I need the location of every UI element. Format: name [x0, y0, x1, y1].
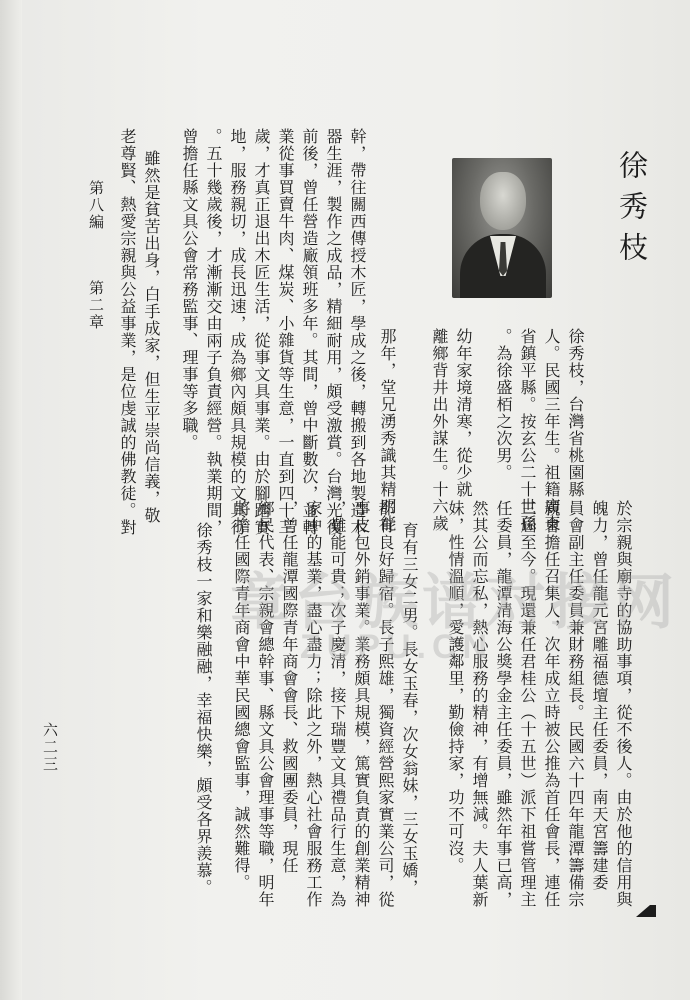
lower-column: 家中的基業，盡心盡力；除此之外，熱心社會服務工作 — [304, 500, 323, 908]
lower-column: 任委員，龍潭清海公獎學金主任委員，雖然年事已高， — [494, 500, 513, 908]
upper-column: 雖然是貧苦出身，白手成家，但生平崇尚信義，敬 — [142, 150, 161, 524]
upper-column: 離鄉背井出外謀生。十六歲 — [430, 328, 449, 532]
lower-column: 員會副主任委員兼財務組長。民國六十四年龍潭籌備宗 — [566, 500, 585, 908]
upper-column: 老尊賢、熱愛宗親與公益事業，是位虔誠的佛教徒。對 — [118, 128, 137, 536]
lower-column: 然其公而忘私，熱心服務的精神，有增無減。夫人葉新 — [470, 500, 489, 908]
lower-column: 於宗親與廟寺的協助事項，從不後人。由於他的信用與 — [614, 500, 633, 908]
lower-column: 徐秀枝一家和樂融融，幸福快樂，頗受各界羨慕。 — [194, 522, 213, 896]
upper-column: 那年，堂兄湧秀識其精明能 — [378, 328, 397, 532]
page-number: 六二三 — [41, 722, 59, 773]
lower-column: 妹，性情溫順，愛護鄰里，勤儉持家，功不可沒。 — [446, 500, 465, 874]
lower-column: ，曾任龍潭國際青年商會會長、救國團委員，現任 — [280, 500, 299, 874]
chapter-part: 第八編 — [87, 180, 105, 231]
page-title: 徐秀枝 — [615, 150, 649, 273]
lower-column: 三屆至今。現還兼任君桂公（十五世）派下祖嘗管理主 — [518, 500, 537, 908]
lower-column: 都有良好歸宿。長子熙雄，獨資經營熙家實業公司，從 — [376, 500, 395, 908]
lower-column: 事皮包外銷事業。業務頗具規模，篤實負責的創業精神 — [352, 500, 371, 908]
watermark-text: 章台族谱对接网 — [230, 569, 678, 636]
lower-column: 鄉民代表、宗親會總幹事、縣文具公會理事等職，明年 — [256, 500, 275, 908]
upper-column: 曾擔任縣文具公會常務監事、理事等多職。 — [180, 128, 199, 451]
upper-column: 幼年家境清寒，從少就 — [454, 328, 473, 498]
upper-column: 徐秀枝，台灣省桃園縣 — [566, 328, 585, 498]
corner-mark — [636, 905, 656, 917]
lower-column: 親會擔任召集人，次年成立時被公推為首任會長，連任 — [542, 500, 561, 908]
upper-column: 。為徐盛栢之次男。 — [494, 328, 513, 481]
upper-column: 。五十幾歲後，才漸漸交由兩子負責經營。執業期間， — [204, 128, 223, 536]
upper-column: 幹，帶往關西傳授木匠，學成之後，轉搬到各地製造木 — [348, 128, 367, 536]
portrait-head — [480, 172, 526, 230]
lower-column: ，難能可貴；次子慶清，接下瑞豐文具禮品行生意，為 — [328, 500, 347, 908]
lower-column: 將擔任國際青年商會中華民國總會監事，誠然難得。 — [232, 500, 251, 891]
upper-column: 器生涯，製作之成品，精細耐用，頗受激賞。台灣光復 — [324, 128, 343, 536]
lower-column: 魄力，曾任龍元宮雕福德壇主任委員，南天宮籌建委 — [590, 500, 609, 891]
upper-column: 地，服務親切，成長迅速，成為鄉內頗具規模的文具行 — [228, 128, 247, 536]
upper-column: 前後，曾任營造廠領班多年。其間，曾中斷數次，並轉 — [300, 128, 319, 536]
upper-column: 歲，才真正退出木匠生活，從事文具事業。由於腳踏實 — [252, 128, 271, 536]
chapter-section: 第二章 — [87, 280, 105, 331]
watermark-url: ZUPU.CN — [300, 628, 494, 666]
upper-column: 人。民國三年生。祖籍廣東 — [542, 328, 561, 532]
portrait-photo — [452, 158, 552, 298]
upper-column: 業從事買賣牛肉、煤炭、小雜貨等生意，一直到四十三 — [276, 128, 295, 536]
lower-column: 育有三女二男。長女玉春，次女翁妹，三女玉嬌， — [400, 522, 419, 896]
upper-column: 省鎮平縣。按玄公二十世孫 — [518, 328, 537, 532]
